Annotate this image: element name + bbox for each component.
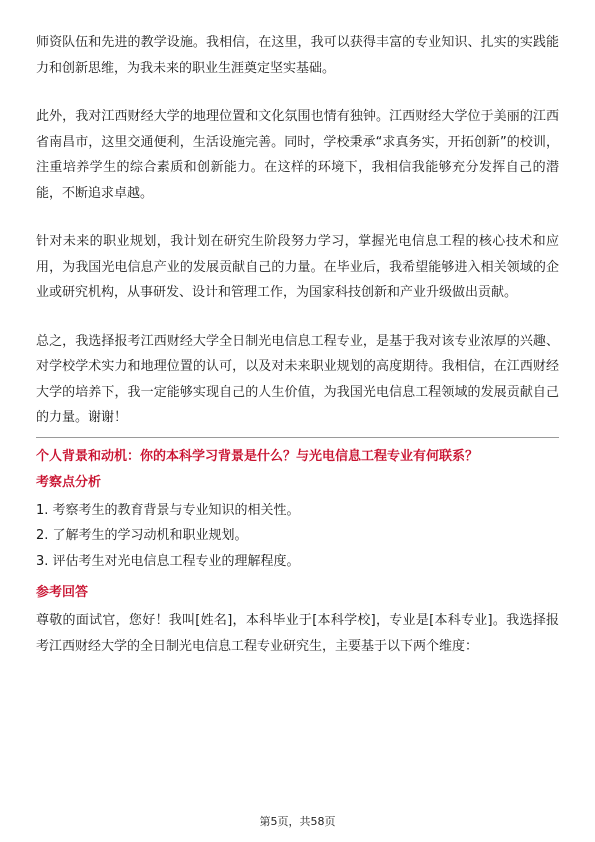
list-item: 3. 评估考生对光电信息工程专业的理解程度。 bbox=[36, 553, 300, 569]
paragraph-3: 针对未来的职业规划，我计划在研究生阶段努力学习，掌握光电信息工程的核心技术和应用，为我国光电信息产业的发展贡献自己的力量。在毕业后，我希望能够进入相关领域的企业或研究机构，从事研发、设计和管理工作，为国家科技创新和产业升级做出贡献。 bbox=[36, 234, 559, 300]
list-item: 1. 考察考生的教育背景与专业知识的相关性。 bbox=[36, 502, 300, 518]
analysis-title: 考察点分析 bbox=[36, 474, 102, 490]
analysis-list bbox=[36, 498, 559, 575]
page-number: 第5页，共58页 bbox=[259, 815, 336, 828]
section-divider bbox=[36, 437, 559, 438]
paragraph-2: 此外，我对江西财经大学的地理位置和文化氛围也情有独钟。江西财经大学位于美丽的江西省南昌市，这里交通便利，生活设施完善。同时，学校秉承“求真务实，开拓创新”的校训，注重培养学生的综合素质和创新能力。在这样的环境下，我相信我能够充分发挥自己的潜能，不断追求卓越。 bbox=[36, 109, 559, 201]
question-heading: 个人背景和动机：你的本科学习背景是什么？与光电信息工程专业有何联系？ bbox=[36, 448, 479, 464]
paragraph-1: 师资队伍和先进的教学设施。我相信，在这里，我可以获得丰富的专业知识、扎实的实践能力和创新思维，为我未来的职业生涯奠定坚实基础。 bbox=[36, 35, 559, 76]
list-item: 2. 了解考生的学习动机和职业规划。 bbox=[36, 528, 248, 543]
paragraph-4: 总之，我选择报考江西财经大学全日制光电信息工程专业，是基于我对该专业浓厚的兴趣、对学校学术实力和地理位置的认可，以及对未来职业规划的高度期待。我相信，在江西财经大学的培养下，我一定能够实现自己的人生价值，为我国光电信息工程领域的发展贡献自己的力量。谢谢！ bbox=[36, 333, 559, 425]
reference-answer: 尊敬的面试官，您好！我叫[姓名]，本科毕业于[本科学校]，专业是[本科专业]。我选择报考江西财经大学的全日制光电信息工程专业研究生，主要基于以下两个维度： bbox=[36, 613, 559, 654]
reference-title: 参考回答 bbox=[36, 585, 89, 600]
page-body bbox=[36, 30, 559, 659]
